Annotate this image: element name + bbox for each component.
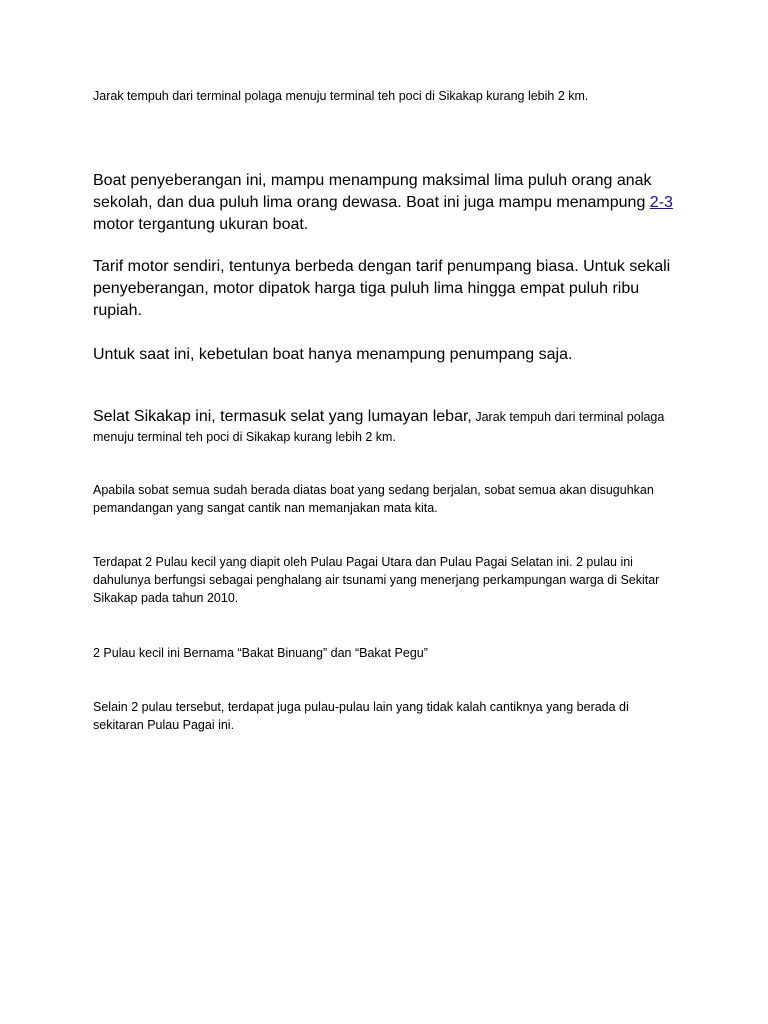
paragraph-scenery: Apabila sobat semua sudah berada diatas boat yang sedang berjalan, sobat semua akan disuguhkan pemandangan yang sangat cantik nan memanjakan mata kita. xyxy=(93,483,654,515)
paragraph-boat-capacity xyxy=(93,170,673,236)
paragraph-island-names: 2 Pulau kecil ini Bernama “Bakat Binuang” dan “Bakat Pegu” xyxy=(93,646,428,660)
motor-count-link[interactable]: 2-3 xyxy=(649,194,673,211)
strait-distance-text: Jarak tempuh dari terminal polaga menuju terminal teh poci di Sikakap kurang lebih 2 km. xyxy=(93,410,665,444)
paragraph-motor-fare: Tarif motor sendiri, tentunya berbeda dengan tarif penumpang biasa. Untuk sekali penyeberangan, motor dipatok harga tiga puluh lima hingga empat puluh ribu rupiah. xyxy=(93,258,671,319)
boat-capacity-text: Boat penyeberangan ini, mampu menampung maksimal lima puluh orang anak sekolah, dan dua puluh lima orang dewasa. Boat ini juga mampu menampung xyxy=(93,172,652,211)
paragraph-strait-width xyxy=(93,406,678,446)
paragraph-passengers-only: Untuk saat ini, kebetulan boat hanya menampung penumpang saja. xyxy=(93,346,573,363)
strait-width-text: Selat Sikakap ini, termasuk selat yang lumayan lebar, xyxy=(93,408,472,425)
paragraph-small-islands: Terdapat 2 Pulau kecil yang diapit oleh Pulau Pagai Utara dan Pulau Pagai Selatan ini. 2 pulau ini dahulunya berfungsi sebagai penghalang air tsunami yang menerjang perkampungan warga di Sekitar Sikakap pada tahun 2010. xyxy=(93,555,660,605)
paragraph-other-islands: Selain 2 pulau tersebut, terdapat juga pulau-pulau lain yang tidak kalah cantiknya yang berada di sekitaran Pulau Pagai ini. xyxy=(93,700,629,732)
paragraph-distance-note: Jarak tempuh dari terminal polaga menuju terminal teh poci di Sikakap kurang lebih 2 km. xyxy=(93,89,589,103)
boat-capacity-text-end: motor tergantung ukuran boat. xyxy=(93,216,309,233)
